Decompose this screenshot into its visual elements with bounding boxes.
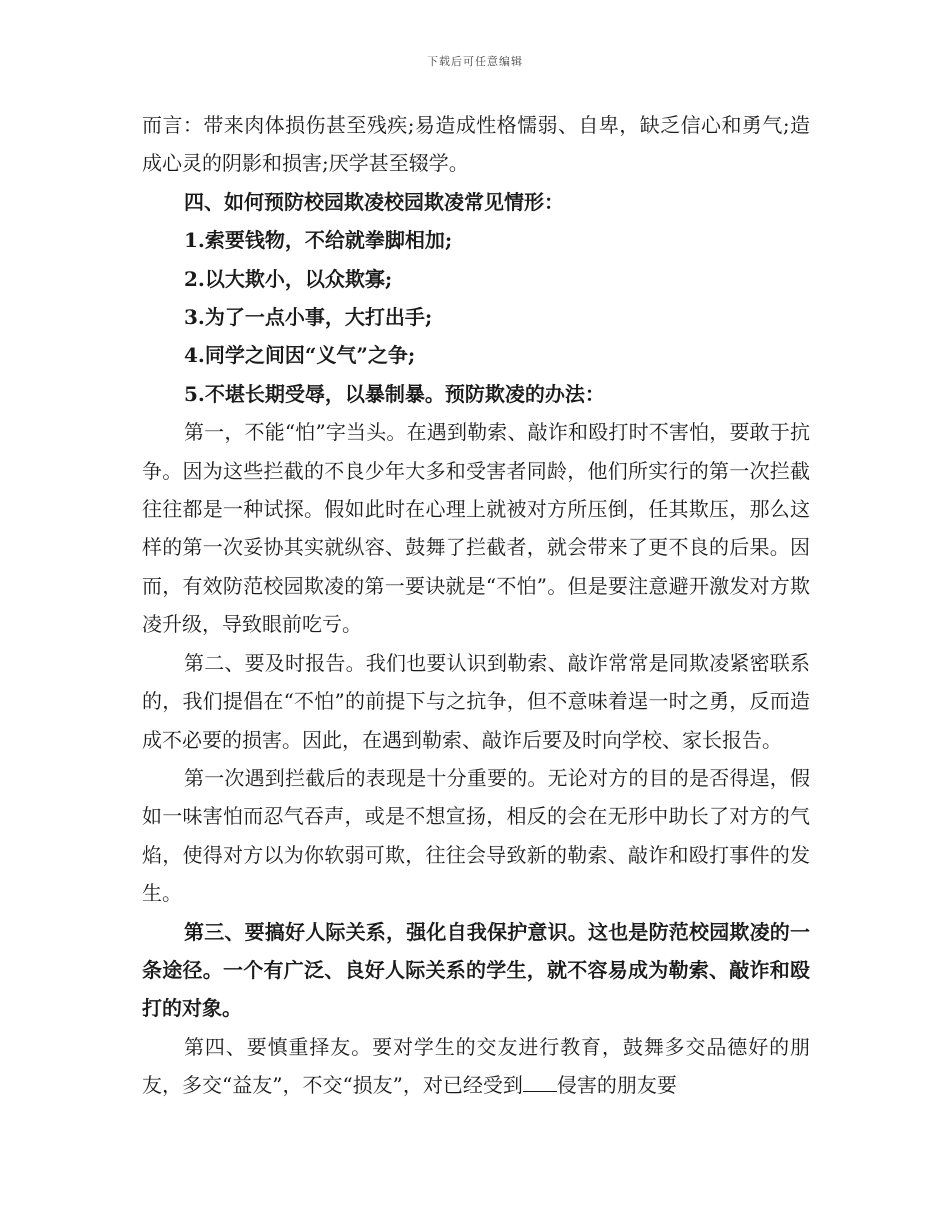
paragraph-third-method: 第三、要搞好人际关系，强化自我保护意识。这也是防范校园欺凌的一条途径。一个有广泛、良好人际关系的学生，就不容易成为勒索、敲诈和殴打的对象。: [142, 919, 810, 1021]
paragraph-fourth-method: [142, 1028, 810, 1105]
list-item-3: 3.为了一点小事，大打出手;: [184, 305, 433, 330]
paragraph-first-encounter: 第一次遇到拦截后的表现是十分重要的。无论对方的目的是否得逞，假如一味害怕而忍气吞声，或是不想宣扬，相反的会在无形中助长了对方的气焰，使得对方以为你软弱可欺，往往会导致新的勒索、敲诈和殴打事件的发生。: [142, 765, 810, 906]
paragraph-second-method: 第二、要及时报告。我们也要认识到勒索、敲诈常常是同欺凌紧密联系的，我们提倡在“不怕”的前提下与之抗争，但不意味着逞一时之勇，反而造成不必要的损害。因此，在遇到勒索、敲诈后要及时向学校、家长报告。: [142, 650, 810, 752]
fill-in-blank: [523, 1075, 557, 1092]
paragraph-fourth-method-end: 侵害的朋友要: [556, 1073, 677, 1098]
list-item-1: 1.索要钱物，不给就拳脚相加;: [184, 228, 453, 253]
document-body: [142, 106, 810, 1105]
paragraph-first-method: 第一，不能“怕”字当头。在遇到勒索、敲诈和殴打时不害怕，要敢于抗争。因为这些拦截的不良少年大多和受害者同龄，他们所实行的第一次拦截往往都是一种试探。假如此时在心理上就被对方所压倒，任其欺压，那么这样的第一次妥协其实就纵容、鼓舞了拦截者，就会带来了更不良的后果。因而，有效防范校园欺凌的第一要诀就是“不怕”。但是要注意避开激发对方欺凌升级，导致眼前吃亏。: [142, 420, 810, 637]
list-item-4: 4.同学之间因“义气”之争;: [184, 343, 416, 368]
list-item-2: 2.以大欺小，以众欺寡;: [184, 266, 393, 291]
list-item-5: 5.不堪长期受辱，以暴制暴。预防欺凌的办法：: [184, 381, 605, 406]
section-heading-prevention: 四、如何预防校园欺凌校园欺凌常见情形：: [184, 189, 564, 214]
page-header: 下载后可任意编辑: [427, 55, 523, 68]
paragraph-effects: 而言：带来肉体损伤甚至残疾;易造成性格懦弱、自卑，缺乏信心和勇气;造成心灵的阴影和损害;厌学甚至辍学。: [142, 113, 810, 176]
paragraph-fourth-method-start: 第四、要慎重择友。要对学生的交友进行教育，鼓舞多交品德好的朋友，多交“益友”，不交“损友”，对已经受到: [142, 1034, 810, 1098]
